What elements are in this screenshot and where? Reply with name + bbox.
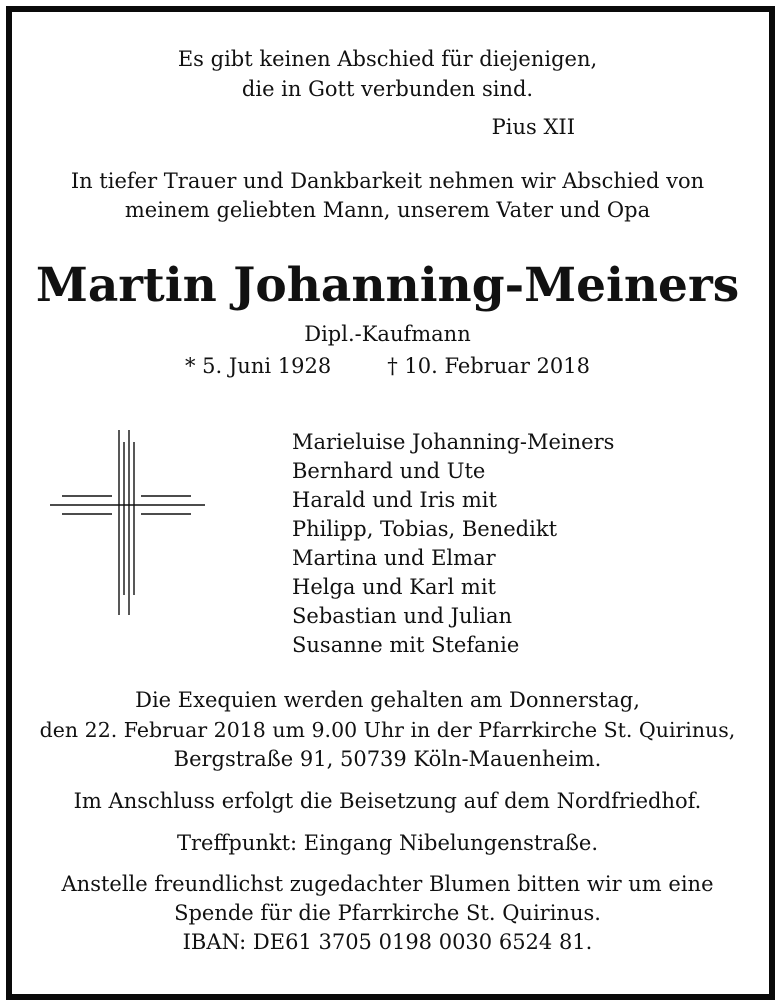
funeral-line-2: den 22. Februar 2018 um 9.00 Uhr in der Pfarrkirche St. Quirinus,: [39, 718, 736, 742]
funeral-line-1: Die Exequien werden gehalten am Donnerstag,: [135, 688, 640, 712]
intro-line-1: In tiefer Trauer und Dankbarkeit nehmen wir Abschied von: [70, 169, 705, 193]
family-member: Marieluise Johanning-Meiners: [292, 430, 615, 454]
death-date: † 10. Februar 2018: [387, 354, 590, 378]
family-member: Susanne mit Stefanie: [292, 633, 520, 657]
deceased-title: Dipl.-Kaufmann: [304, 322, 471, 346]
family-member: Bernhard und Ute: [292, 459, 486, 483]
funeral-line-3: Bergstraße 91, 50739 Köln-Mauenheim.: [173, 747, 602, 771]
donation-line-2: Spende für die Pfarrkirche St. Quirinus.: [174, 901, 601, 925]
deceased-name: Martin Johanning-Meiners: [35, 258, 740, 313]
donation-iban: IBAN: DE61 3705 0198 0030 6524 81.: [182, 930, 593, 954]
meeting-point: Treffpunkt: Eingang Nibelungenstraße.: [176, 831, 598, 855]
family-member: Philipp, Tobias, Benedikt: [292, 517, 558, 541]
cross-icon: [50, 430, 205, 615]
intro-line-2: meinem geliebten Mann, unserem Vater und Opa: [124, 198, 651, 222]
life-dates: [0, 356, 775, 377]
family-member: Helga und Karl mit: [292, 575, 496, 599]
burial-info: Im Anschluss erfolgt die Beisetzung auf dem Nordfriedhof.: [73, 789, 702, 813]
family-member: Martina und Elmar: [292, 546, 496, 570]
family-list: [292, 428, 614, 660]
quote-line-2: die in Gott verbunden sind.: [241, 77, 534, 101]
quote-line-1: Es gibt keinen Abschied für diejenigen,: [177, 47, 598, 71]
quote-author: Pius XII: [491, 115, 575, 139]
family-member: Harald und Iris mit: [292, 488, 497, 512]
donation-line-1: Anstelle freundlichst zugedachter Blumen bitten wir um eine: [61, 872, 714, 896]
family-member: Sebastian und Julian: [292, 604, 513, 628]
birth-date: * 5. Juni 1928: [185, 354, 332, 378]
